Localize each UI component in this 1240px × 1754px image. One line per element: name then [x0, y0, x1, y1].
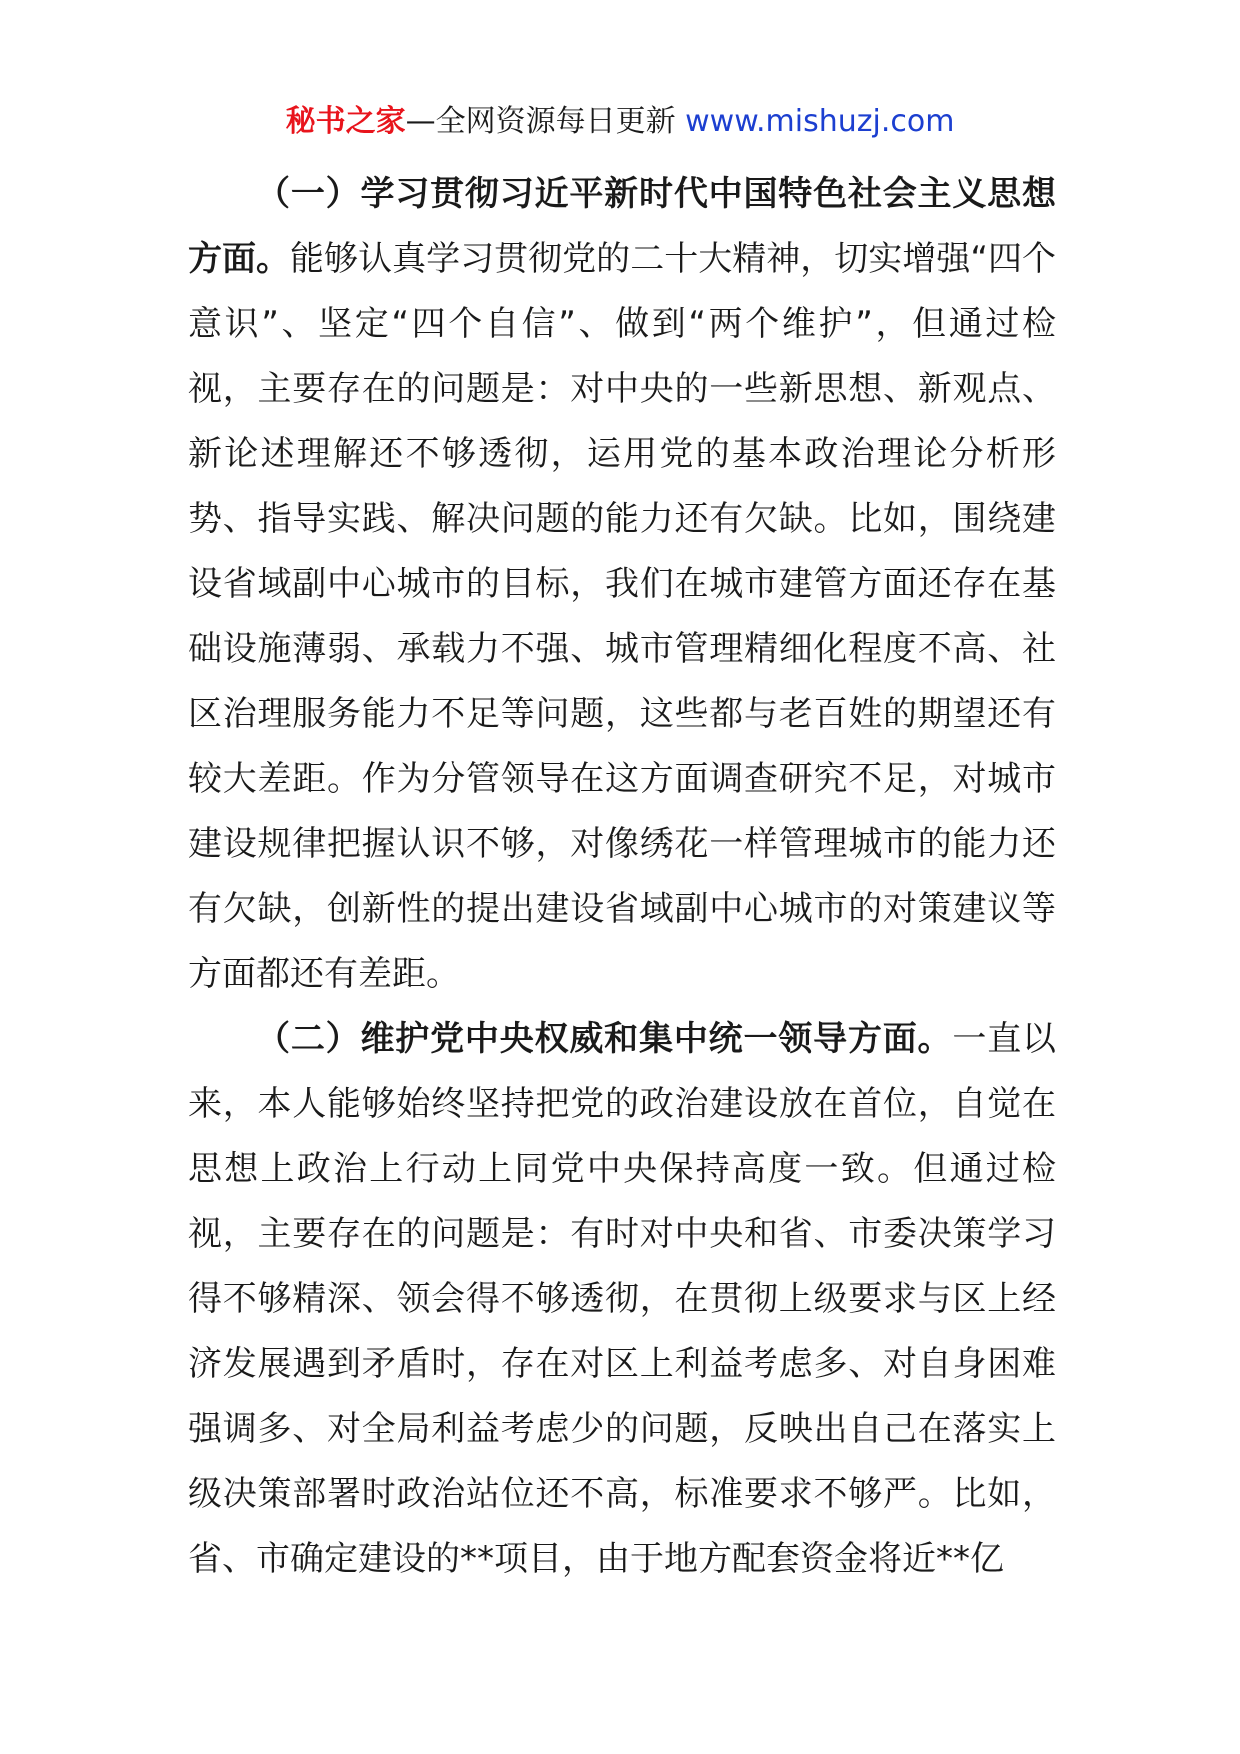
document-body: [188, 162, 1056, 1592]
section-heading-1: （一）学习贯彻习近平新时代中国特色社会主义思想方面。: [188, 174, 1056, 279]
section-paragraph-1: [188, 162, 1056, 1007]
section-body-1: 能够认真学习贯彻党的二十大精神，切实增强“四个意识”、坚定“四个自信”、做到“两个维护”，但通过检视，主要存在的问题是：对中央的一些新思想、新观点、新论述理解还不够透彻，运用党的基本政治理论分析形势、指导实践、解决问题的能力还有欠缺。比如，围绕建设省域副中心城市的目标，我们在城市建管方面还存在基础设施薄弱、承载力不强、城市管理精细化程度不高、社区治理服务能力不足等问题，这些都与老百姓的期望还有较大差距。作为分管领导在这方面调查研究不足，对城市建设规律把握认识不够，对像绣花一样管理城市的能力还有欠缺，创新性的提出建设省域副中心城市的对策建议等方面都还有差距。: [188, 239, 1056, 994]
section-paragraph-2: [188, 1007, 1056, 1592]
header-slogan: —全网资源每日更新: [405, 104, 676, 139]
brand-name: 秘书之家: [285, 104, 406, 139]
section-body-2: 一直以来，本人能够始终坚持把党的政治建设放在首位，自觉在思想上政治上行动上同党中央保持高度一致。但通过检视，主要存在的问题是：有时对中央和省、市委决策学习得不够精深、领会得不够透彻，在贯彻上级要求与区上经济发展遇到矛盾时，存在对区上利益考虑多、对自身困难强调多、对全局利益考虑少的问题，反映出自己在落实上级决策部署时政治站位还不高，标准要求不够严。比如，省、市确定建设的**项目，由于地方配套资金将近**亿: [188, 1019, 1057, 1579]
page-header: [0, 100, 1240, 144]
section-heading-2: （二）维护党中央权威和集中统一领导方面。: [256, 1019, 953, 1059]
site-url[interactable]: www.mishuzj.com: [685, 104, 955, 139]
